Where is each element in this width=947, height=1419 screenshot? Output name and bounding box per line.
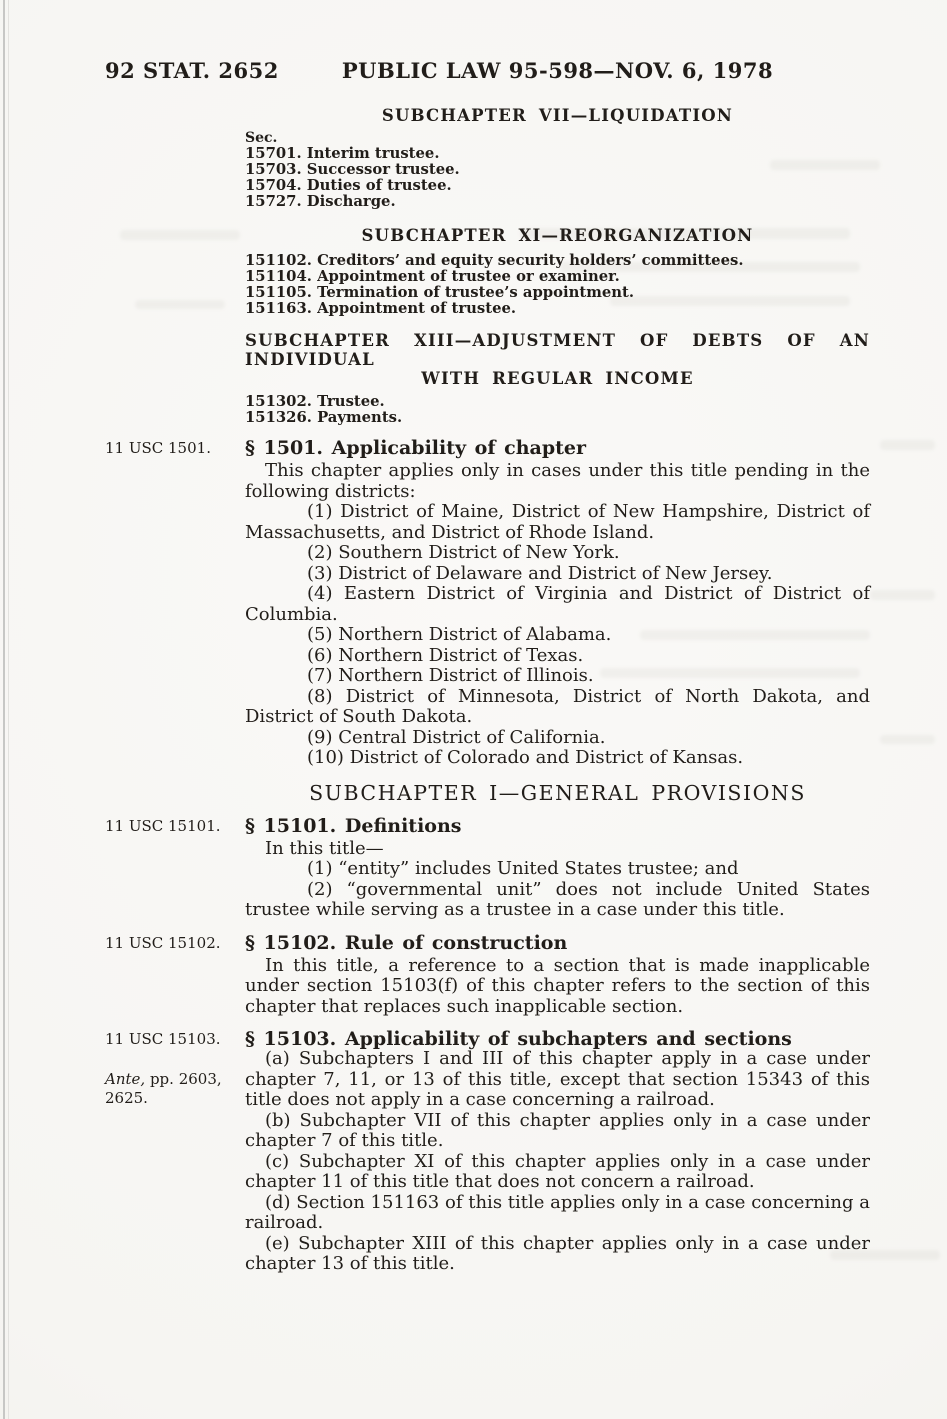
toc-entry: 151326. Payments. — [245, 409, 403, 426]
section-heading-text: § 1501. Applicability of chapter — [245, 437, 586, 459]
toc-entry: 151163. Appointment of trustee. — [245, 300, 517, 317]
toc-list-subchapter-vii — [245, 146, 870, 210]
statute-list-item: (c) Subchapter XI of this chapter applies only in a case under chapter 11 of this title that does not concern a railroad. — [245, 1150, 870, 1192]
toc-entry: 15727. Discharge. — [245, 193, 396, 210]
margin-note-ante-pages — [105, 1070, 238, 1108]
toc-entry: 15701. Interim trustee. — [245, 145, 440, 162]
toc-heading-subchapter-xi: SUBCHAPTER XI—REORGANIZATION — [361, 226, 754, 245]
sec-label: Sec. — [245, 130, 278, 146]
statute-list-item: (d) Section 151163 of this title applies only in a case concerning a railroad. — [245, 1191, 870, 1233]
ante-label: Ante, — [105, 1070, 146, 1088]
statute-list-item-text: (a) Subchapters I and III of this chapter apply in a case under chapter 7, 11, or 13 of this title, except that section 15343 of this title does not apply in a case concerning a railroad. — [245, 1048, 870, 1110]
law-title: PUBLIC LAW 95-598—NOV. 6, 1978 — [341, 58, 774, 83]
page-edge-rule — [3, 0, 5, 1419]
section-heading-text: § 15102. Rule of construction — [245, 931, 568, 954]
statute-list-item: (e) Subchapter XIII of this chapter applies only in a case under chapter 13 of this title. — [245, 1232, 870, 1274]
toc-entry: 15704. Duties of trustee. — [245, 177, 452, 194]
statute-list-item: (3) District of Delaware and District of New Jersey. — [307, 562, 773, 584]
margin-note-usc-15101: 11 USC 15101. — [105, 816, 221, 835]
statute-list-item: (6) Northern District of Texas. — [307, 644, 584, 666]
subchapter-i-heading: SUBCHAPTER I—GENERAL PROVISIONS — [309, 780, 806, 805]
margin-note-usc-15102: 11 USC 15102. — [105, 933, 221, 952]
page-edge-shadow — [8, 0, 9, 1419]
section-heading-15101 — [105, 814, 870, 837]
statute-list-item: (7) Northern District of Illinois. — [307, 665, 594, 686]
toc-heading-subchapter-xiii: SUBCHAPTER XIII—ADJUSTMENT OF DEBTS OF AN INDIVIDUAL — [245, 331, 870, 369]
statute-list-item: (1) District of Maine, District of New Hampshire, District of Massachusetts, and District of Rhode Island. — [245, 501, 870, 543]
section-heading-1501 — [105, 437, 870, 459]
bleed-through-artifact — [870, 590, 935, 600]
ante-pages-line2: 2625. — [105, 1089, 148, 1107]
toc-list-subchapter-xiii — [245, 394, 870, 426]
bleed-through-artifact — [135, 300, 225, 309]
ante-pages: pp. 2603, — [149, 1070, 222, 1088]
margin-note-usc-15103: 11 USC 15103. — [105, 1030, 221, 1048]
toc-entry: 15703. Successor trustee. — [245, 161, 460, 178]
section-heading-text: § 15103. Applicability of subchapters and sections — [245, 1028, 792, 1050]
toc-entry: 151302. Trustee. — [245, 393, 385, 410]
toc-entry: 151104. Appointment of trustee or examiner. — [245, 268, 620, 285]
statute-list-item — [105, 1048, 870, 1111]
margin-note-usc-1501: 11 USC 1501. — [105, 439, 211, 457]
bleed-through-artifact — [120, 230, 240, 240]
statute-list-item: (4) Eastern District of Virginia and District of District of Columbia. — [245, 583, 870, 625]
toc-entry: 151102. Creditors’ and equity security holders’ committees. — [245, 252, 744, 269]
statute-list-item: (9) Central District of California. — [307, 726, 606, 748]
main-text-column — [105, 100, 870, 1275]
statute-paragraph: In this title, a reference to a section that is made inapplicable under section 15103(f) of this chapter refers to the section of this chapter that replaces such inapplicable section. — [245, 954, 870, 1017]
toc-entry: 151105. Termination of trustee’s appointment. — [245, 284, 635, 301]
bleed-through-artifact — [880, 440, 935, 450]
statute-list-item: (1) “entity” includes United States trustee; and — [307, 858, 739, 879]
section-heading-text: § 15101. Definitions — [245, 814, 462, 837]
statute-list-item: (2) Southern District of New York. — [307, 542, 620, 563]
bleed-through-artifact — [880, 735, 935, 744]
statute-paragraph: This chapter applies only in cases under this title pending in the following districts: — [245, 460, 870, 502]
statute-list-item: (10) District of Colorado and District of Kansas. — [307, 747, 744, 768]
section-heading-15102 — [105, 931, 870, 954]
statute-list-item: (b) Subchapter VII of this chapter applies only in a case under chapter 7 of this title. — [245, 1109, 870, 1151]
toc-list-subchapter-xi — [245, 253, 870, 317]
toc-heading-subchapter-xiii-line2: WITH REGULAR INCOME — [421, 369, 694, 388]
page-number: 92 STAT. 2652 — [105, 58, 279, 83]
section-heading-15103 — [105, 1028, 870, 1050]
statute-list-item: (8) District of Minnesota, District of North Dakota, and District of South Dakota. — [245, 685, 870, 727]
statute-list-item: (2) “governmental unit” does not include United States trustee while serving as a trustee in a case under this title. — [245, 878, 870, 920]
statute-paragraph: In this title— — [265, 837, 384, 859]
statute-list-item: (5) Northern District of Alabama. — [307, 624, 612, 645]
toc-heading-subchapter-vii: SUBCHAPTER VII—LIQUIDATION — [381, 106, 734, 125]
